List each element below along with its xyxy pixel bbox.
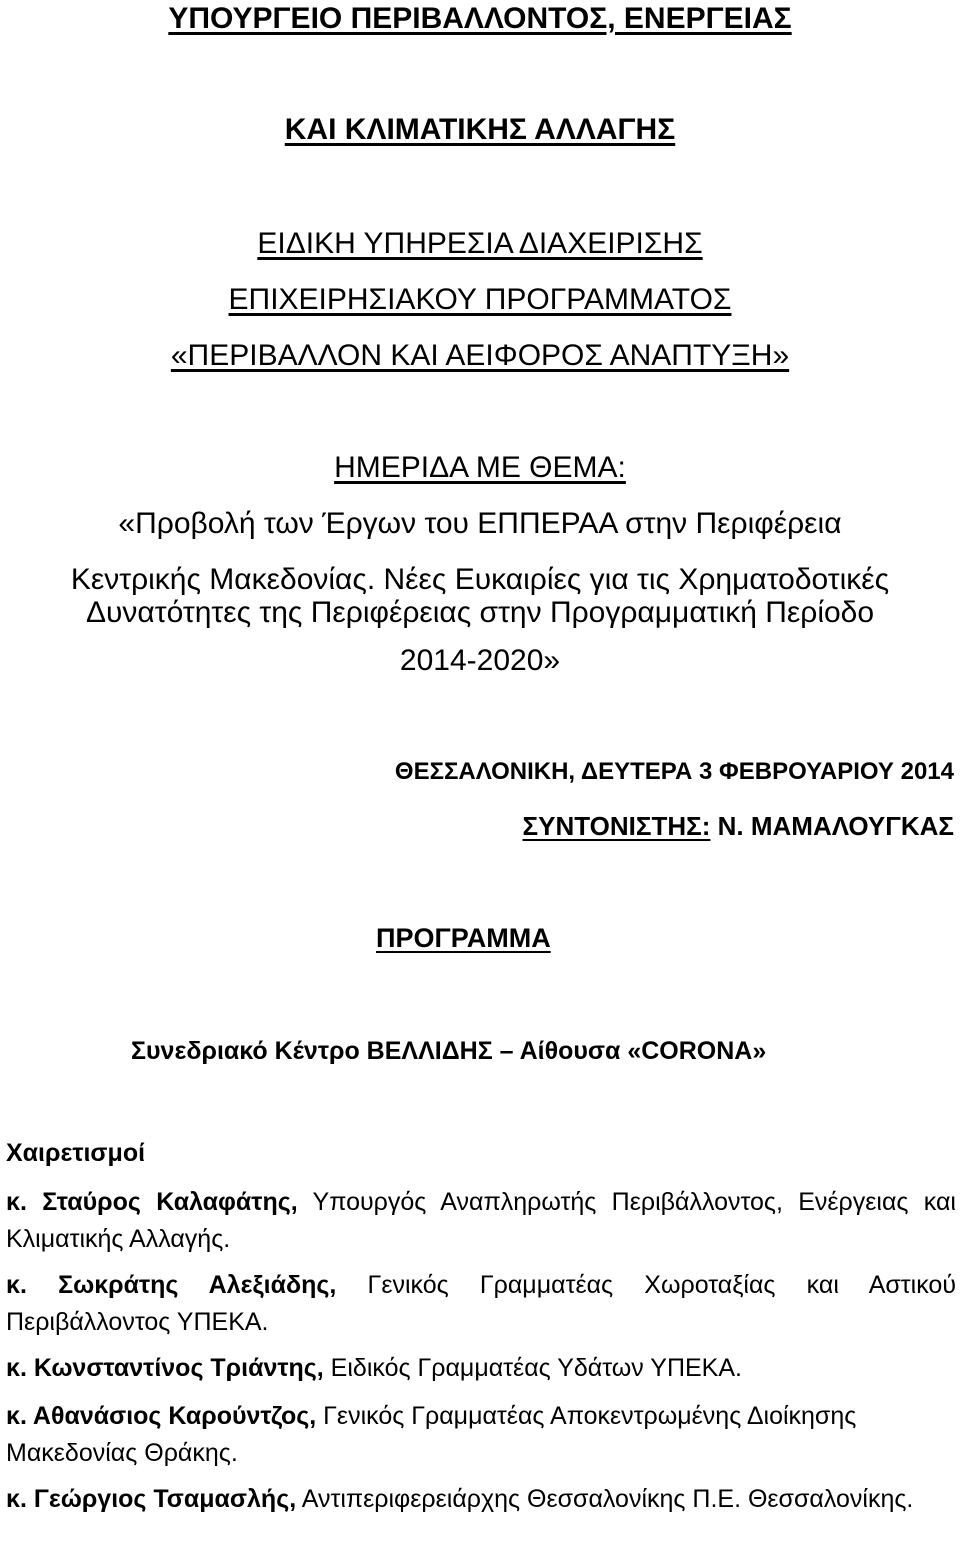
speaker-role: Αντιπεριφερειάρχης Θεσσαλονίκης Π.Ε. Θεσσαλονίκης. <box>296 1485 914 1513</box>
coordinator-name: Ν. ΜΑΜΑΛΟΥΓΚΑΣ <box>710 811 954 841</box>
speaker-name: κ. Σωκράτης Αλεξιάδης, <box>6 1271 337 1299</box>
event-date: ΘΕΣΣΑΛΟΝΙΚΗ, ΔΕΥΤΕΡΑ 3 ΦΕΒΡΟΥΑΡΙΟΥ 2014 <box>394 758 954 785</box>
service-title-line2: ΕΠΙΧΕΙΡΗΣΙΑΚΟΥ ΠΡΟΓΡΑΜΜΑΤΟΣ <box>228 283 732 316</box>
speaker-item <box>6 1267 956 1341</box>
service-title-line3: «ΠΕΡΙΒΑΛΛΟΝ ΚΑΙ ΑΕΙΦΟΡΟΣ ΑΝΑΠΤΥΞΗ» <box>170 339 790 372</box>
service-title-line1: ΕΙΔΙΚΗ ΥΠΗΡΕΣΙΑ ΔΙΑΧΕΙΡΙΣΗΣ <box>257 227 703 260</box>
speaker-role: Γενικός Γραμματέας Χωροταξίας και Αστικού Περιβάλλοντος ΥΠΕΚΑ. <box>6 1271 957 1336</box>
speaker-item <box>6 1481 956 1518</box>
greetings-heading: Χαιρετισμοί <box>6 1139 146 1167</box>
event-topic-line1: «Προβολή των Έργων του ΕΠΠΕΡΑΑ στην Περιφέρεια <box>118 507 842 540</box>
speaker-name: κ. Γεώργιος Τσαμασλής, <box>6 1485 297 1513</box>
coordinator-label: ΣΥΝΤΟΝΙΣΤΗΣ: <box>522 811 711 841</box>
speaker-name: κ. Αθανάσιος Καρούντζος, <box>6 1402 317 1430</box>
speaker-role: Ειδικός Γραμματέας Υδάτων ΥΠΕΚΑ. <box>323 1354 742 1382</box>
event-topic-line3: Δυνατότητες της Περιφέρειας στην Προγραμματική Περίοδο <box>85 596 875 629</box>
speaker-name: κ. Κωνσταντίνος Τριάντης, <box>6 1354 324 1382</box>
coordinator <box>523 810 954 842</box>
speaker-role: Γενικός Γραμματέας Αποκεντρωμένης Διοίκησης Μακεδονίας Θράκης. <box>6 1402 857 1467</box>
event-label: ΗΜΕΡΙΔΑ ΜΕ ΘΕΜΑ: <box>334 451 626 484</box>
speaker-item <box>6 1350 956 1387</box>
speaker-item <box>6 1184 956 1258</box>
speaker-role: Υπουργός Αναπληρωτής Περιβάλλοντος, Ενέργειας και Κλιματικής Αλλαγής. <box>6 1188 956 1253</box>
ministry-title-line1: ΥΠΟΥΡΓΕΙΟ ΠΕΡΙΒΑΛΛΟΝΤΟΣ, ΕΝΕΡΓΕΙΑΣ <box>168 2 792 35</box>
event-topic-line2: Κεντρικής Μακεδονίας. Νέες Ευκαιρίες για τις Χρηματοδοτικές <box>70 563 890 596</box>
speaker-name: κ. Σταύρος Καλαφάτης, <box>6 1188 298 1216</box>
program-title: ΠΡΟΓΡΑΜΜΑ <box>376 923 551 953</box>
venue: Συνεδριακό Κέντρο ΒΕΛΛΙΔΗΣ – Αίθουσα «CORONA» <box>131 1037 767 1065</box>
event-topic-line4: 2014-2020» <box>399 644 561 677</box>
ministry-title-line2: ΚΑΙ ΚΛΙΜΑΤΙΚΗΣ ΑΛΛΑΓΗΣ <box>284 113 676 146</box>
speaker-item <box>6 1398 956 1472</box>
